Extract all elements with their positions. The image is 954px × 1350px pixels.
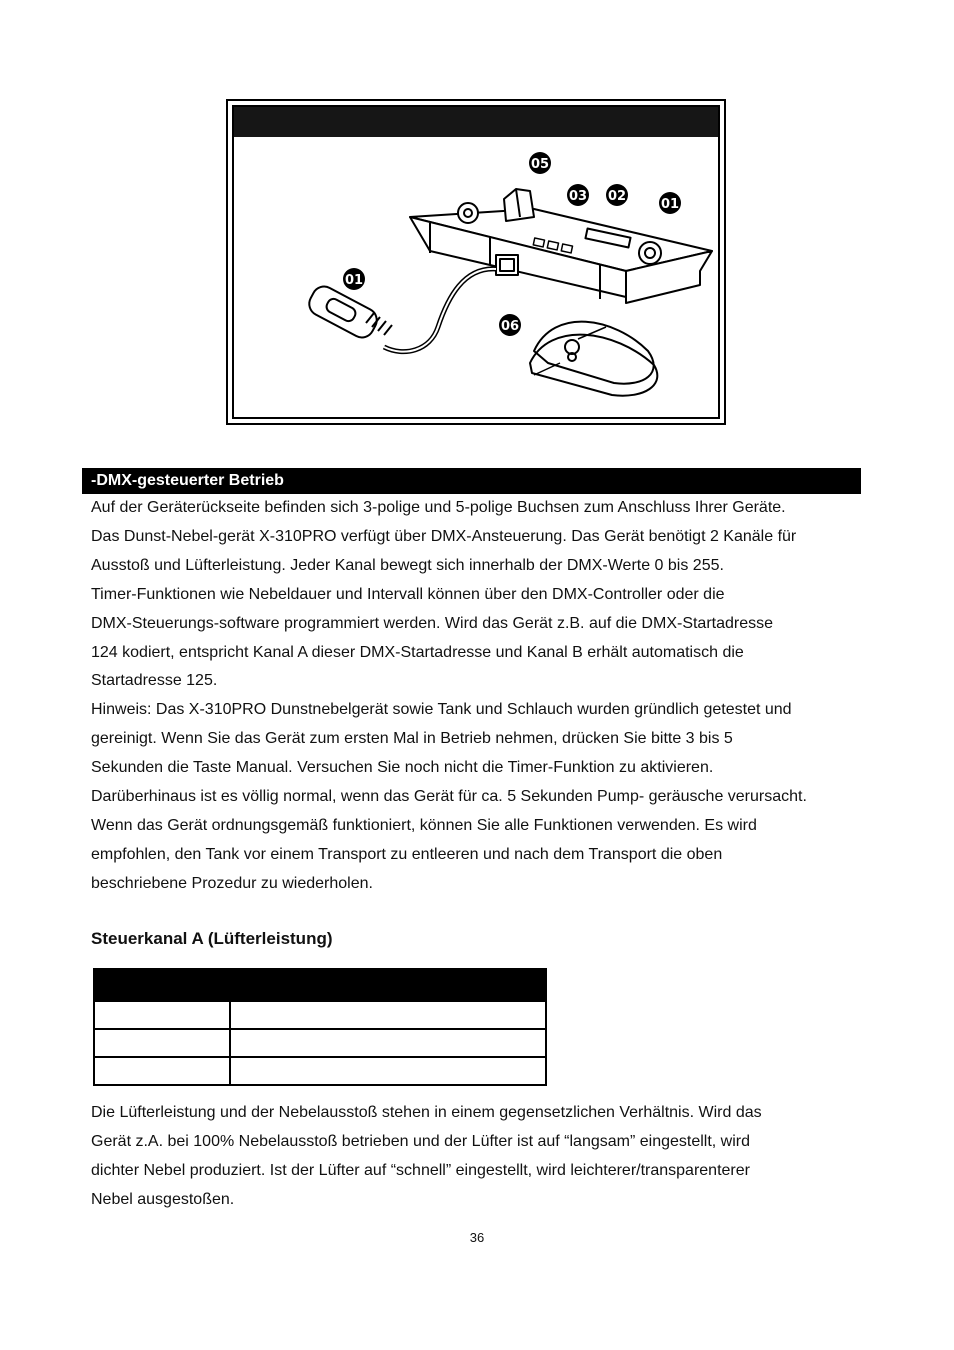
text-line: empfohlen, den Tank vor einem Transport zu entleeren und nach dem Transport die oben — [91, 845, 723, 863]
figure-inner-border — [232, 105, 720, 419]
text-line: dichter Nebel produziert. Ist der Lüfter auf “schnell” eingestellt, wird leichterer/transparenterer — [91, 1161, 750, 1179]
table-row — [94, 1001, 546, 1029]
text-line: Darüberhinaus ist es völlig normal, wenn das Gerät für ca. 5 Sekunden Pump- geräusche verursacht. — [91, 788, 807, 806]
text-line: DMX-Steuerungs-software programmiert werden. Wird das Gerät z.B. auf die DMX-Startadresse — [91, 614, 774, 632]
table-cell — [94, 1029, 230, 1057]
text-line: Startadresse 125. — [91, 672, 218, 690]
channel-a-heading: Steuerkanal A (Lüfterleistung) — [91, 929, 333, 948]
callout-01-plug-label: 01 — [344, 273, 364, 288]
table-row — [94, 1029, 546, 1057]
page-number: 36 — [469, 1230, 485, 1245]
text-line: Nebel ausgestoßen. — [91, 1190, 235, 1208]
callout-02 — [606, 184, 628, 206]
channel-a-table — [93, 968, 547, 1086]
text-line: Ausstoß und Lüfterleistung. Jeder Kanal bewegt sich innerhalb der DMX-Werte 0 bis 255. — [91, 556, 724, 574]
callout-05-label: 05 — [530, 157, 550, 172]
callout-01-top — [659, 192, 681, 214]
dmx-description — [91, 494, 881, 899]
section-heading: -DMX-gesteuerter Betrieb — [82, 468, 861, 494]
text-line: Gerät z.A. bei 100% Nebelausstoß betrieben und der Lüfter ist auf “langsam” eingestellt, wird — [91, 1132, 751, 1150]
device-illustration — [234, 137, 720, 419]
figure-header-bar — [234, 107, 718, 137]
text-line: Die Lüfterleistung und der Nebelausstoß stehen in einem gegensetzlichen Verhältnis. Wird das — [91, 1104, 762, 1121]
table-cell — [94, 1001, 230, 1029]
callout-05 — [529, 152, 551, 174]
text-line: 124 kodiert, entspricht Kanal A dieser DMX-Startadresse und Kanal B erhält automatisch die — [91, 643, 744, 661]
callout-03 — [567, 184, 589, 206]
table-header-cell — [230, 969, 546, 1001]
table-row — [94, 1057, 546, 1085]
table-cell — [230, 1057, 546, 1085]
text-line: Das Dunst-Nebel-gerät X-310PRO verfügt über DMX-Ansteuerung. Das Gerät benötigt 2 Kanäle für — [91, 527, 797, 545]
table-cell — [94, 1057, 230, 1085]
text-line: gereinigt. Wenn Sie das Gerät zum ersten Mal in Betrieb nehmen, drücken Sie bitte 3 bis 5 — [91, 730, 733, 748]
text-line: Timer-Funktionen wie Nebeldauer und Intervall können über den DMX-Controller oder die — [91, 585, 725, 603]
knob-left — [458, 203, 478, 223]
knob-right — [639, 242, 661, 264]
remote-controller — [530, 322, 657, 396]
device-figure — [226, 99, 726, 425]
xlr-plug — [305, 282, 392, 341]
text-line: Sekunden die Taste Manual. Versuchen Sie noch nicht die Timer-Funktion zu aktivieren. — [91, 759, 714, 777]
callout-06-label: 06 — [500, 319, 520, 334]
callout-01-top-label: 01 — [660, 197, 680, 212]
callout-02-label: 02 — [607, 189, 627, 204]
text-line: Hinweis: Das X-310PRO Dunstnebelgerät sowie Tank und Schlauch wurden gründlich getestet und — [91, 701, 792, 719]
callout-01-plug — [343, 268, 365, 290]
callout-06 — [499, 314, 521, 336]
callout-03-label: 03 — [568, 189, 588, 204]
table-cell — [230, 1001, 546, 1029]
text-line: beschriebene Prozedur zu wiederholen. — [91, 874, 373, 892]
table-header-cell — [94, 969, 230, 1001]
table-cell — [230, 1029, 546, 1057]
text-line: Wenn das Gerät ordnungsgemäß funktioniert, können Sie alle Funktionen verwenden. Es wird — [91, 816, 757, 834]
cable — [384, 269, 496, 352]
fan-output-note — [91, 1099, 881, 1215]
table-header-row — [94, 969, 546, 1001]
text-line: Auf der Geräterückseite befinden sich 3-polige und 5-polige Buchsen zum Anschluss Ihrer Geräte. — [91, 499, 786, 516]
